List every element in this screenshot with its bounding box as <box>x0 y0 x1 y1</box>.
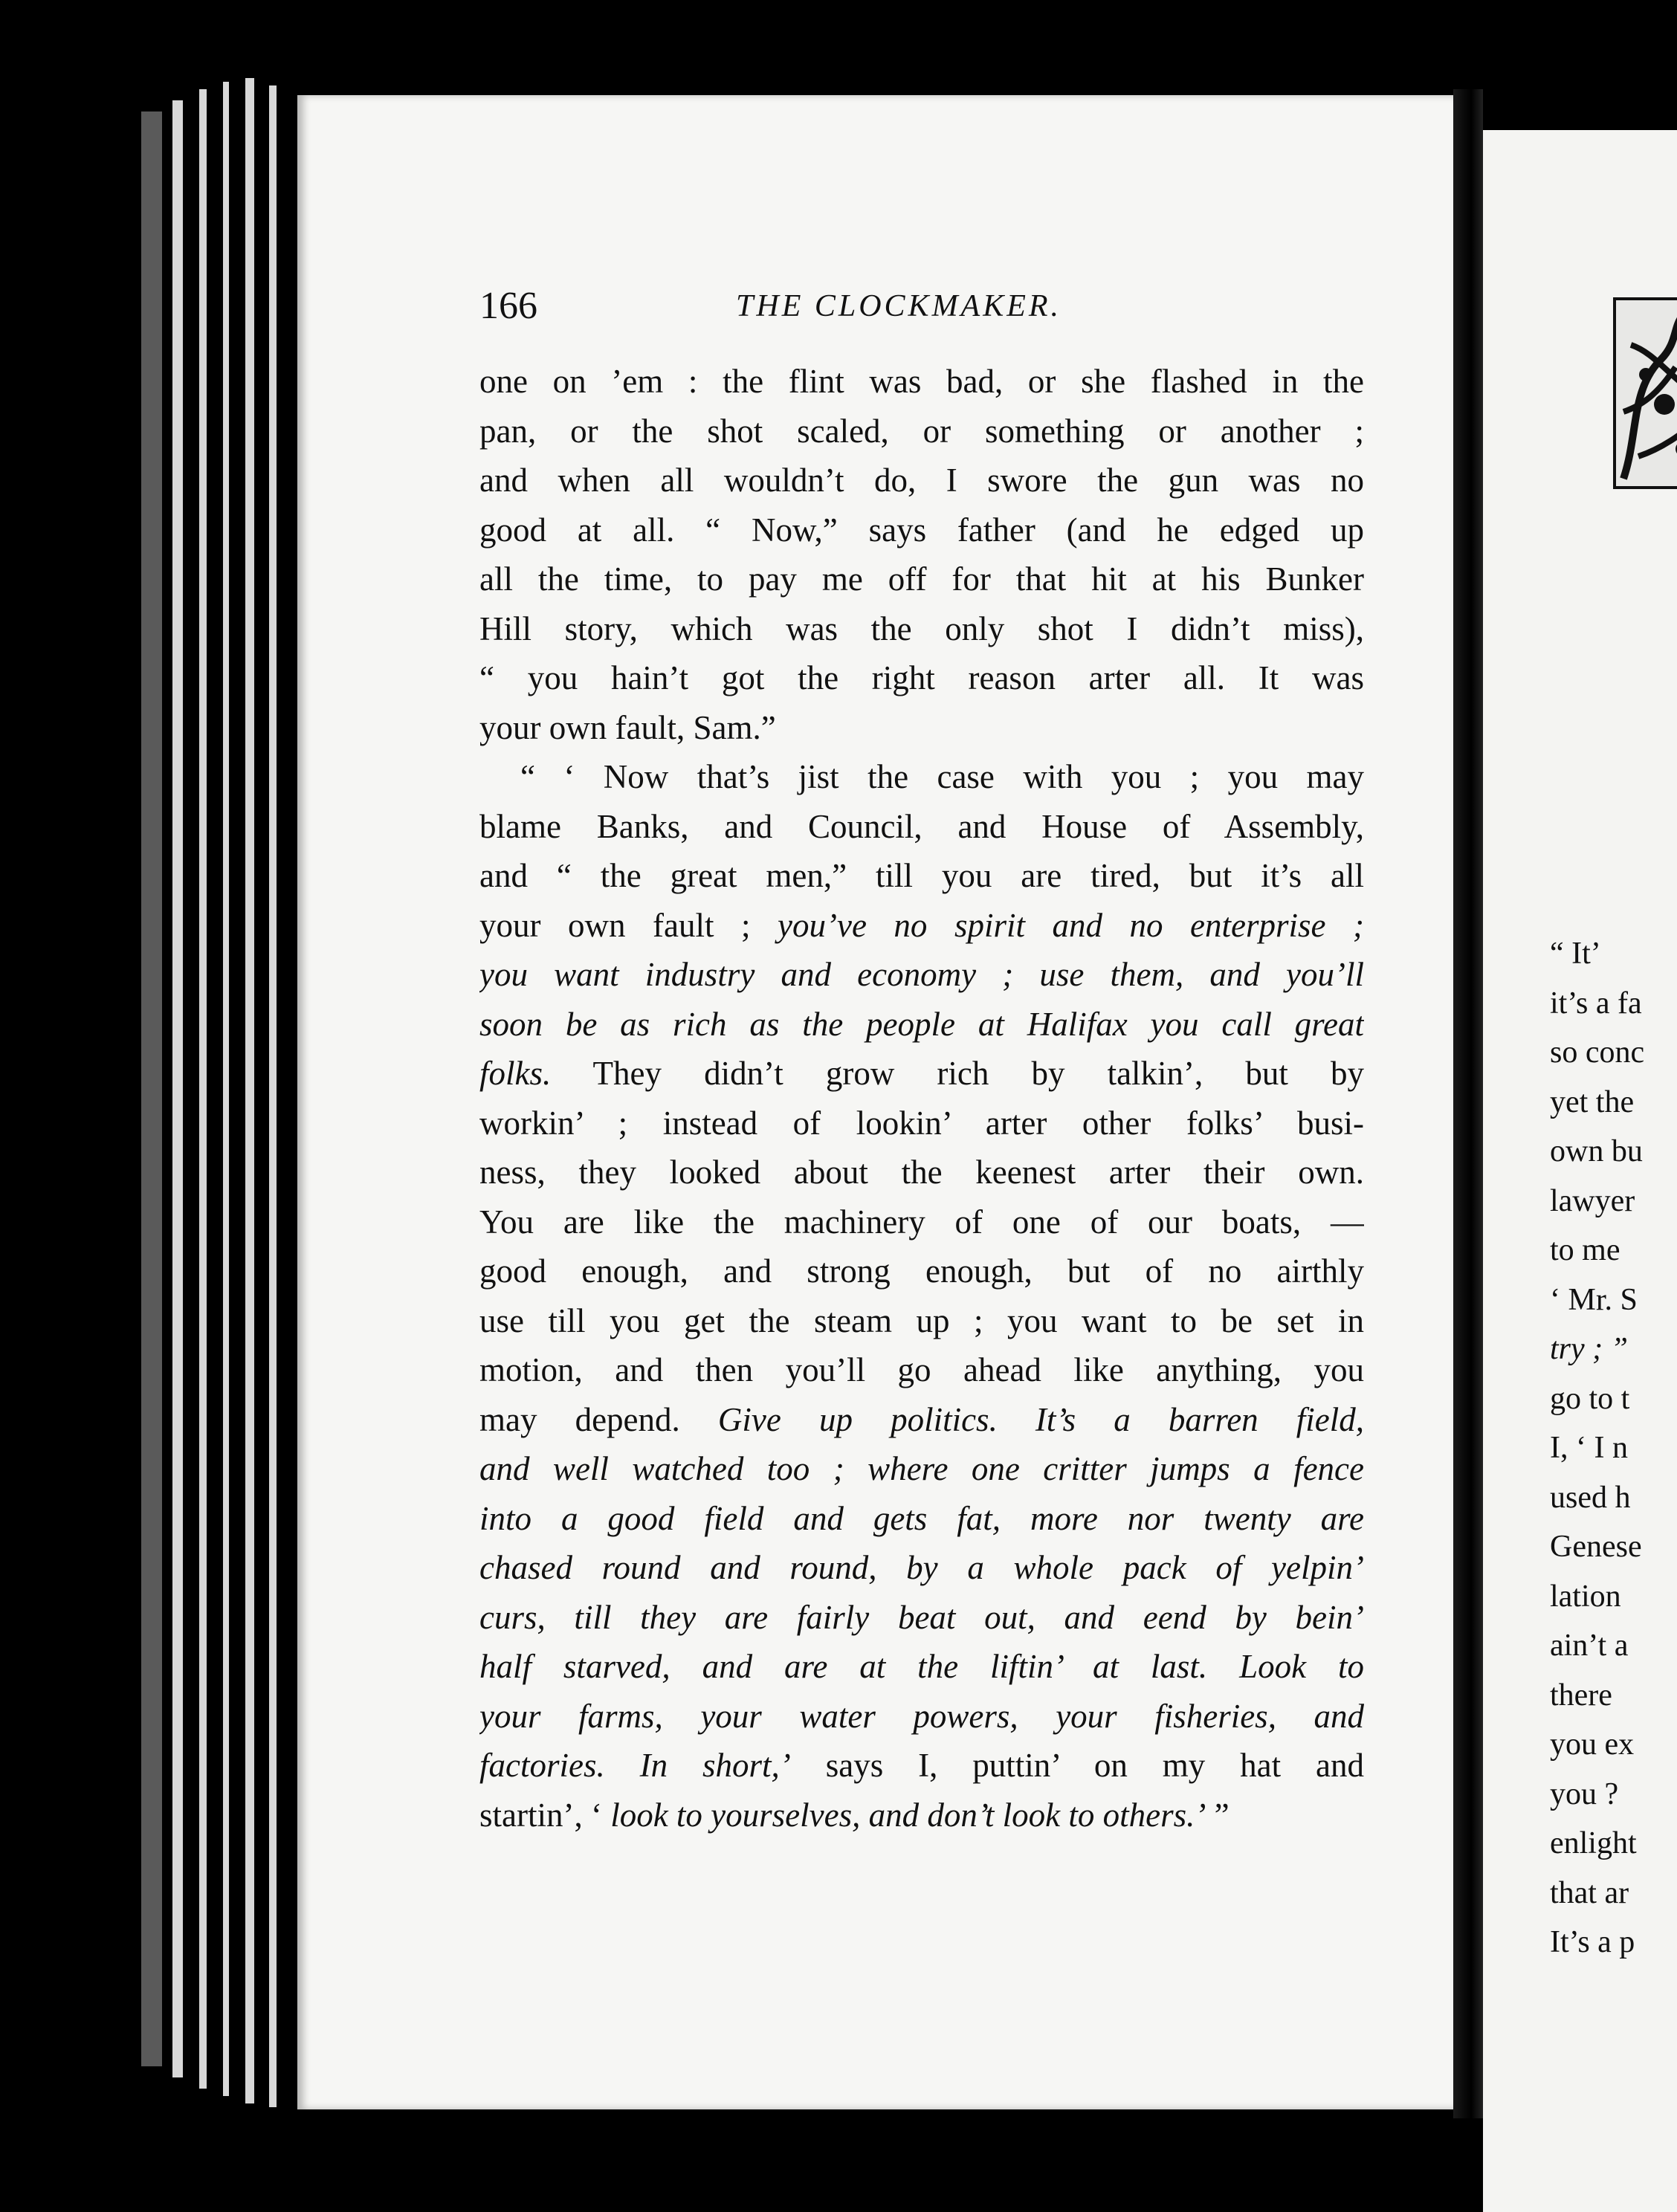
text-line <box>479 901 1364 951</box>
italic-text-segment: chased round and round, by a whole pack of yelpin’ <box>479 1549 1364 1586</box>
text-line <box>479 1197 1364 1247</box>
facing-page-line: go to t <box>1550 1381 1630 1416</box>
text-line <box>479 653 1364 703</box>
text-segment: and when all wouldn’t do, I swore the gun was no <box>479 462 1364 499</box>
text-segment: says I, puttin’ on my hat and <box>790 1747 1364 1784</box>
text-segment: startin’, ‘ <box>479 1796 611 1834</box>
text-segment: and “ the great men,” till you are tired, but it’s all <box>479 857 1364 894</box>
text-segment: your own fault ; <box>479 906 778 944</box>
italic-text-segment: into a good field and gets fat, more nor twenty are <box>479 1499 1364 1537</box>
text-line <box>479 1494 1364 1544</box>
page-stack-edge <box>141 111 162 2066</box>
text-segment: You are like the machinery of one of our boats, — <box>479 1203 1364 1241</box>
text-segment: use till you get the steam up ; you want to be set in <box>479 1301 1364 1339</box>
text-segment: good enough, and strong enough, but of no airthly <box>479 1252 1364 1290</box>
text-line <box>479 851 1364 901</box>
text-line <box>479 407 1364 456</box>
text-line <box>479 456 1364 505</box>
text-line <box>479 802 1364 852</box>
body-text <box>479 357 1364 1840</box>
text-segment: ness, they looked about the keenest arter their own. <box>479 1154 1364 1191</box>
italic-text-segment: folks. <box>479 1055 552 1092</box>
facing-page-line: so conc <box>1550 1035 1645 1070</box>
text-segment: “ you hain’t got the right reason arter all. It was <box>479 659 1364 696</box>
text-line <box>479 357 1364 407</box>
page-stack-edge <box>269 85 277 2107</box>
italic-text-segment: you want industry and economy ; use them, and you’ll <box>479 956 1364 993</box>
facing-page-line: to me <box>1550 1233 1621 1267</box>
page-stack-edge <box>245 78 254 2103</box>
facing-page-line: yet the <box>1550 1084 1635 1119</box>
italic-text-segment: factories. In short,’ <box>479 1747 791 1784</box>
facing-page-line: Genese <box>1550 1530 1642 1564</box>
book-gutter <box>1453 89 1483 2118</box>
text-segment: good at all. “ Now,” says father (and he edged up <box>479 511 1364 549</box>
italic-text-segment: you’ve no spirit and no enterprise ; <box>778 906 1364 944</box>
page-stack-edge <box>172 100 183 2077</box>
text-line <box>479 554 1364 604</box>
text-line <box>479 1444 1364 1494</box>
facing-page-line: enlight <box>1550 1826 1637 1860</box>
italic-text-segment: curs, till they are fairly beat out, and eend by bein’ <box>479 1598 1364 1636</box>
text-line <box>479 1345 1364 1395</box>
text-segment: ” <box>1206 1796 1230 1834</box>
text-line <box>479 703 1364 753</box>
right-book-page <box>1483 130 1677 2212</box>
italic-text-segment: and well watched too ; where one critter jumps a fence <box>479 1450 1364 1487</box>
page-number: 166 <box>479 285 537 327</box>
text-line <box>479 752 1364 802</box>
facing-page-line: “ It’ <box>1550 937 1601 971</box>
text-segment: motion, and then you’ll go ahead like anything, you <box>479 1351 1364 1388</box>
text-line <box>479 604 1364 654</box>
text-line <box>479 505 1364 555</box>
text-segment: all the time, to pay me off for that hit at his Bunker <box>479 560 1364 598</box>
text-segment: They didn’t grow rich by talkin’, but by <box>551 1055 1364 1092</box>
text-segment: blame Banks, and Council, and House of Assembly, <box>479 807 1364 845</box>
facing-page-line: you ? <box>1550 1776 1619 1811</box>
italic-text-segment: your farms, your water powers, your fisheries, and <box>479 1697 1364 1735</box>
text-segment: your own fault, Sam.” <box>479 708 776 746</box>
facing-page-line: It’s a p <box>1550 1925 1635 1959</box>
text-segment: one on ’em : the flint was bad, or she flashed in the <box>479 363 1364 400</box>
italic-text-segment: half starved, and are at the liftin’ at last. Look to <box>479 1648 1364 1685</box>
text-segment: “ ‘ Now that’s jist the case with you ; you may <box>520 758 1364 795</box>
facing-page-line: ain’t a <box>1550 1629 1629 1663</box>
text-line <box>479 1741 1364 1791</box>
text-line <box>479 950 1364 1000</box>
page-stack-edge <box>223 82 229 2096</box>
text-line <box>479 1593 1364 1643</box>
text-segment: may depend. <box>479 1400 718 1438</box>
facing-page-line: own bu <box>1550 1134 1643 1168</box>
facing-page-line: lation <box>1550 1579 1621 1614</box>
facing-page-line: try ; ” <box>1550 1332 1628 1366</box>
italic-text-segment: Give up politics. It’s a barren field, <box>717 1400 1364 1438</box>
text-segment: workin’ ; instead of lookin’ arter other folks’ busi- <box>479 1104 1364 1142</box>
text-line <box>479 1395 1364 1445</box>
text-line <box>479 1246 1364 1296</box>
facing-page-line: there <box>1550 1678 1612 1713</box>
italic-text-segment: soon be as rich as the people at Halifax you call great <box>479 1005 1364 1043</box>
facing-page-line: you ex <box>1550 1727 1635 1762</box>
italic-text-segment: look to yourselves, and don’t look to others.’ <box>610 1796 1206 1834</box>
text-line <box>479 1049 1364 1099</box>
facing-page-line: lawyer <box>1550 1183 1635 1218</box>
facing-page-line: it’s a fa <box>1550 986 1642 1021</box>
text-line <box>479 1099 1364 1148</box>
text-line <box>479 1692 1364 1742</box>
running-head <box>479 284 1371 336</box>
facing-page-text <box>1550 929 1677 1967</box>
text-line <box>479 1148 1364 1197</box>
page-stack-edge <box>199 89 207 2089</box>
text-line <box>479 1296 1364 1346</box>
decorative-initial-ornament <box>1613 297 1677 489</box>
text-segment: pan, or the shot scaled, or something or another ; <box>479 412 1364 450</box>
facing-page-line: ‘ Mr. S <box>1550 1282 1638 1317</box>
text-line <box>479 1642 1364 1692</box>
text-segment: Hill story, which was the only shot I didn’t miss), <box>479 609 1364 647</box>
running-title: THE CLOCKMAKER. <box>736 289 1062 323</box>
facing-page-line: used h <box>1550 1480 1631 1515</box>
text-line <box>479 1000 1364 1050</box>
facing-page-line: I, ‘ I n <box>1550 1431 1628 1465</box>
text-line <box>479 1791 1364 1840</box>
facing-page-line: that ar <box>1550 1875 1629 1910</box>
text-line <box>479 1543 1364 1593</box>
